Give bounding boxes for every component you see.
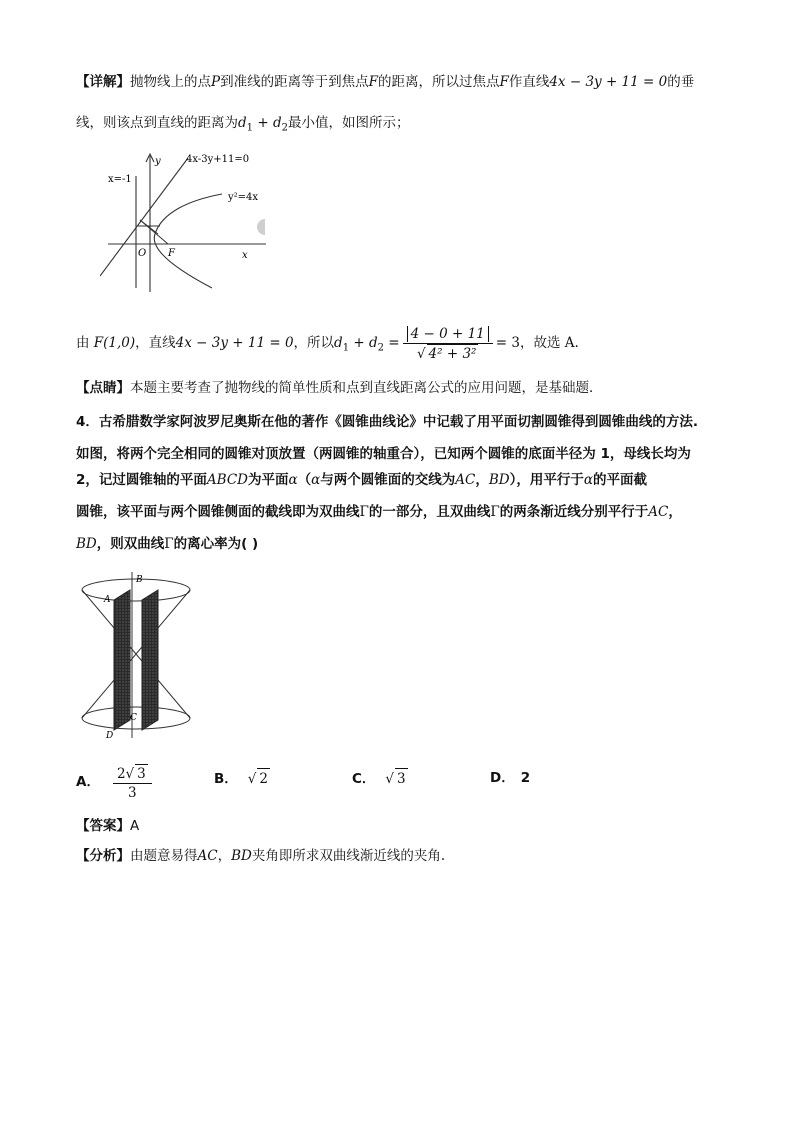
label-C: C bbox=[130, 713, 137, 723]
math-AC: AC bbox=[197, 848, 218, 864]
label-O: O bbox=[138, 248, 147, 259]
answer-tag: 【答案】 bbox=[76, 818, 130, 834]
text: 作直线 bbox=[508, 74, 550, 90]
math-AC: AC bbox=[455, 472, 476, 488]
line-equation: 4x − 3y + 11 = 0 bbox=[549, 74, 668, 90]
question-line-4: 圆锥，该平面与两个圆锥侧面的截线即为双曲线Γ的一部分，且双曲线Γ的两条渐近线分别平行于AC， bbox=[76, 504, 682, 520]
option-B[interactable]: B． √ 2 bbox=[214, 768, 270, 789]
text: ，所以 bbox=[293, 335, 335, 351]
answer-value: A bbox=[130, 818, 140, 834]
result: = 3 bbox=[495, 335, 520, 351]
label-y: y bbox=[155, 156, 161, 167]
question-line-5: BD，则双曲线Γ的离心率为( ) bbox=[76, 536, 259, 552]
math-Gamma: Γ bbox=[164, 536, 174, 552]
math-BD: BD bbox=[231, 848, 252, 864]
question-line-1 bbox=[76, 412, 754, 432]
cutting-plane-left bbox=[114, 590, 130, 730]
text: 的垂 bbox=[667, 74, 695, 90]
text: ，故选 A. bbox=[519, 335, 579, 351]
parabola-diagram bbox=[100, 148, 270, 296]
math-AC: AC bbox=[648, 504, 669, 520]
math-ABCD: ABCD bbox=[206, 472, 248, 488]
option-D-value: 2 bbox=[520, 770, 531, 786]
question-number: 4． bbox=[76, 414, 99, 430]
question-line-2 bbox=[76, 444, 754, 464]
math-F: F bbox=[368, 74, 378, 90]
comment-line bbox=[76, 378, 754, 398]
comment-tag: 【点睛】 bbox=[76, 380, 130, 396]
analysis-line: 【分析】由题意易得AC，BD夹角即所求双曲线渐近线的夹角. bbox=[76, 848, 446, 864]
d1-plus-d2: $d_1 + d_2$ = bbox=[334, 335, 400, 354]
solution-line-2 bbox=[76, 113, 754, 139]
label-parabola: y²=4x bbox=[228, 192, 259, 203]
label-x: x bbox=[242, 250, 248, 261]
text: 由 bbox=[76, 335, 90, 351]
option-C[interactable]: C． √ 3 bbox=[352, 768, 408, 789]
option-A-fraction: $\frac{2√ 3}{3}$ bbox=[113, 764, 152, 802]
cutting-plane-right bbox=[142, 590, 158, 730]
math-Gamma: Γ bbox=[359, 504, 369, 520]
label-B: B bbox=[136, 575, 143, 585]
math-alpha: α bbox=[311, 472, 321, 488]
question-line-3: 2，记过圆锥轴的平面ABCD为平面α（α与两个圆锥面的交线为AC，BD），用平行于α的平面截 bbox=[76, 472, 647, 488]
distance-fraction: $\frac{4 - 0 + 11}{\text{√ 4² + 3²}}$ bbox=[403, 325, 493, 363]
math-BD: BD bbox=[488, 472, 510, 488]
solution-line-1 bbox=[76, 72, 754, 92]
text: 到准线的距离等于到焦点 bbox=[220, 74, 369, 90]
text: ，直线 bbox=[135, 335, 176, 351]
analysis-tag: 【分析】 bbox=[76, 848, 130, 864]
text: 古希腊数学家阿波罗尼奥斯在他的著作《圆锥曲线论》中记载了用平面切割圆锥得到圆锥曲线的方法. bbox=[98, 414, 699, 430]
option-B-value: 2 bbox=[257, 768, 270, 789]
math-F: F bbox=[499, 74, 509, 90]
text: 抛物线上的点 bbox=[130, 74, 211, 90]
comment-text: 本题主要考查了抛物线的简单性质和点到直线距离公式的应用问题，是基础题． bbox=[130, 380, 603, 396]
text: 线，则该点到直线的距离为 bbox=[76, 115, 238, 131]
focus-coordinates: F(1,0) bbox=[93, 335, 136, 351]
label-D: D bbox=[106, 731, 114, 741]
label-x-minus-1: x=-1 bbox=[108, 174, 132, 185]
answer-line bbox=[76, 816, 754, 836]
math-BD: BD bbox=[76, 536, 97, 552]
detail-tag: 【详解】 bbox=[76, 74, 130, 90]
scan-artifact bbox=[256, 218, 266, 236]
text: 的距离，所以过焦点 bbox=[377, 74, 500, 90]
math-alpha: α bbox=[288, 472, 298, 488]
math-alpha: α bbox=[583, 472, 593, 488]
solution-line-3 bbox=[76, 322, 754, 364]
text: 最小值，如图所示； bbox=[287, 115, 410, 131]
line-equation: 4x − 3y + 11 = 0 bbox=[175, 335, 294, 351]
math-P: P bbox=[211, 74, 221, 90]
label-line-equation: 4x-3y+11=0 bbox=[186, 154, 250, 165]
label-F: F bbox=[168, 248, 175, 259]
option-A[interactable]: A． $\frac{2√ 3}{3}$ bbox=[76, 762, 155, 802]
double-cone-diagram bbox=[74, 570, 204, 742]
option-D[interactable]: D． 2 bbox=[490, 770, 531, 786]
label-A: A bbox=[104, 595, 111, 605]
option-C-value: 3 bbox=[395, 768, 408, 789]
text: 如图，将两个完全相同的圆锥对顶放置（两圆锥的轴重合），已知两个圆锥的底面半径为 1，母线长均为 bbox=[76, 446, 691, 462]
math-Gamma: Γ bbox=[490, 504, 500, 520]
d1-plus-d2: $d_1 + d_2$ bbox=[238, 115, 288, 134]
